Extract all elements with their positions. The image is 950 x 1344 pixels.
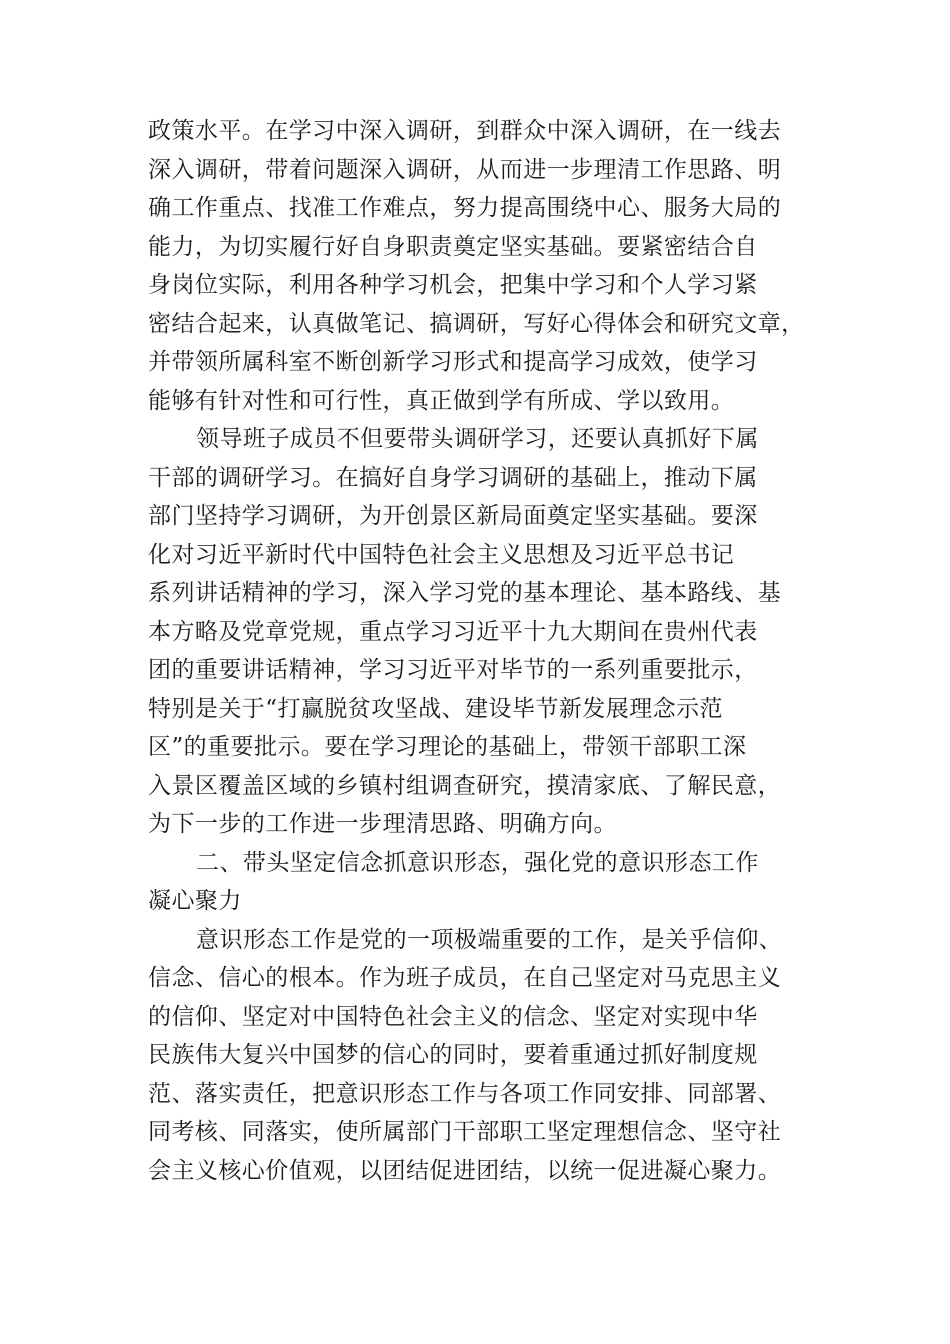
paragraph-1-line: 深入调研，带着问题深入调研，从而进一步理清工作思路、明 (148, 156, 782, 183)
paragraph-3-line: 同考核、同落实，使所属部门干部职工坚定理想信念、坚守社 (148, 1119, 782, 1145)
paragraph-1-line: 能力，为切实履行好自身职责奠定坚实基础。要紧密结合自 (148, 233, 758, 260)
paragraph-1-line: 政策水平。在学习中深入调研，到群众中深入调研，在一线去 (148, 118, 782, 144)
paragraph-3-line: 意识形态工作是党的一项极端重要的工作，是关乎信仰、 (196, 926, 783, 953)
paragraph-3-line: 的信仰、坚定对中国特色社会主义的信念、坚定对实现中华 (148, 1003, 758, 1030)
paragraph-2-line: 为下一步的工作进一步理清思路、明确方向。 (148, 811, 617, 837)
paragraph-2 (148, 420, 810, 844)
paragraph-1-line: 身岗位实际，利用各种学习机会，把集中学习和个人学习紧 (148, 272, 758, 298)
paragraph-1-line: 密结合起来，认真做笔记、搞调研，写好心得体会和研究文章， (148, 310, 805, 337)
document-body (148, 112, 810, 1190)
paragraph-2-line: 本方略及党章党规，重点学习习近平十九大期间在贵州代表 (148, 618, 758, 645)
paragraph-2-line: 系列讲话精神的学习，深入学习党的基本理论、基本路线、基 (148, 580, 782, 606)
paragraph-2-line: 特别是关于“打赢脱贫攻坚战、建设毕节新发展理念示范 (148, 695, 724, 722)
paragraph-2-line: 区”的重要批示。要在学习理论的基础上，带领干部职工深 (148, 734, 747, 760)
paragraph-2-line: 领导班子成员不但要带头调研学习，还要认真抓好下属 (196, 426, 759, 452)
paragraph-2-line: 干部的调研学习。在搞好自身学习调研的基础上，推动下属 (148, 464, 758, 491)
paragraph-1-line: 并带领所属科室不断创新学习形式和提高学习成效，使学习 (148, 349, 758, 375)
paragraph-2-line: 团的重要讲话精神，学习习近平对毕节的一系列重要批示， (148, 657, 758, 683)
paragraph-2-line: 化对习近平新时代中国特色社会主义思想及习近平总书记 (148, 541, 735, 568)
paragraph-3-line: 范、落实责任，把意识形态工作与各项工作同安排、同部署、 (148, 1080, 782, 1107)
paragraph-3-line: 信念、信心的根本。作为班子成员，在自己坚定对马克思主义 (148, 965, 782, 991)
section-heading-line: 凝心聚力 (148, 888, 242, 914)
paragraph-2-line: 入景区覆盖区域的乡镇村组调查研究，摸清家底、了解民意， (148, 772, 782, 799)
paragraph-3-line: 民族伟大复兴中国梦的信心的同时，要着重通过抓好制度规 (148, 1042, 758, 1068)
paragraph-3 (148, 921, 810, 1191)
paragraph-2-line: 部门坚持学习调研，为开创景区新局面奠定坚实基础。要深 (148, 503, 758, 529)
section-heading-line: 二、带头坚定信念抓意识形态，强化党的意识形态工作 (196, 849, 759, 876)
paragraph-1-line: 确工作重点、找准工作难点，努力提高围绕中心、服务大局的 (148, 195, 782, 221)
paragraph-3-line: 会主义核心价值观，以团结促进团结，以统一促进凝心聚力。 (148, 1157, 782, 1184)
section-heading-2 (148, 844, 810, 921)
paragraph-1-line: 能够有针对性和可行性，真正做到学有所成、学以致用。 (148, 387, 735, 414)
paragraph-1 (148, 112, 810, 420)
